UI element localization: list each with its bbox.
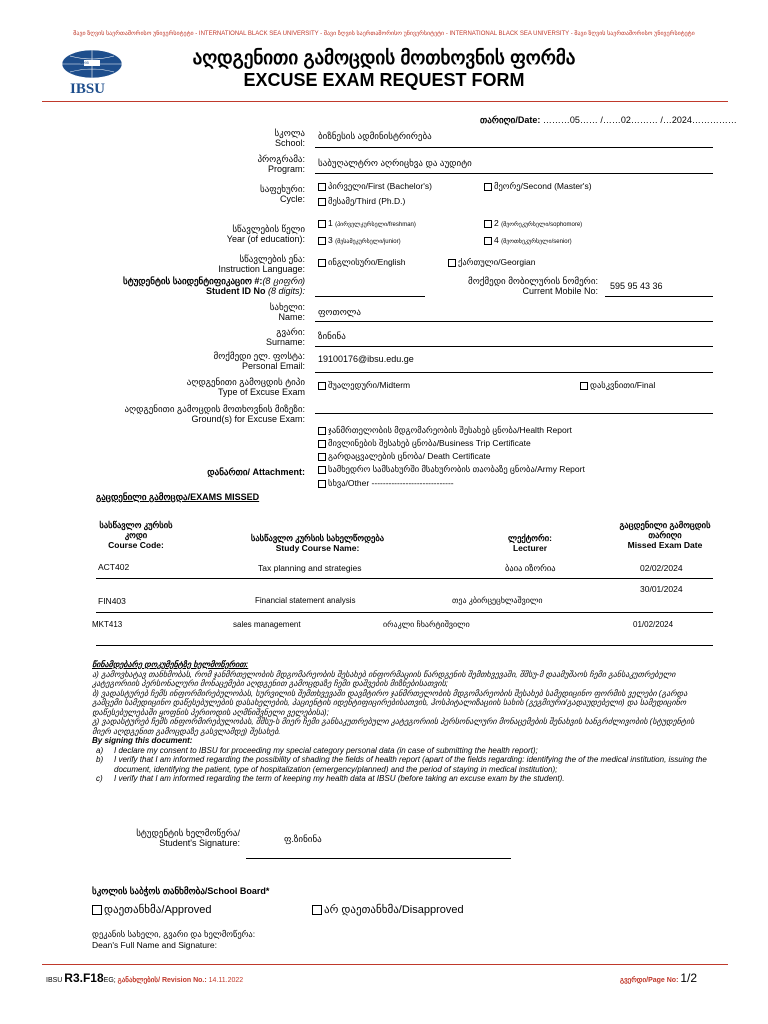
grounds-label: აღდგენითი გამოცდის მოთხოვნის მიზეზი: Ground(s) for Excuse Exam: — [124, 404, 305, 424]
row1-divider — [96, 578, 713, 579]
row1-date: 02/02/2024 — [640, 563, 683, 573]
attachment-business-checkbox[interactable]: მივლინების შესახებ ცნობა/Business Trip Certificate — [318, 438, 531, 449]
program-underline — [315, 173, 713, 174]
consent-item-ka-a: ა) გამოვხატავ თანხმობას, რომ ჯანმრთელობის მდგომარეობის შესახებ ინფორმაციის წარდგენის შემთხვევაში, შშსუ-მ დაამუშაოს ჩემი განსაკუთრებული კატეგორიის პერსონალური მონაცემები აღდგენით გამოცდაზე ჩემი დაშვების მიზნებისათვის; — [92, 669, 676, 688]
col-lecturer: ლექტორი: Lecturer — [508, 533, 552, 553]
surname-label: გვარი: Surname: — [265, 327, 305, 347]
row3-divider — [96, 645, 713, 646]
school-label: სკოლა School: — [274, 128, 305, 148]
grounds-underline — [315, 413, 713, 414]
language-english-checkbox[interactable]: ინგლისური/English — [318, 257, 406, 268]
row2-lecturer: თეა კბირცეცხლაშვილი — [452, 596, 543, 605]
consent-item-ka-c: გ) ვადასტურებ ჩემს ინფორმირებულობას, შშსუ-ს მიერ ჩემი განსაკუთრებული კატეგორიის პერსონალური მონაცემების შენახვის ხანგრძლივობის (სტუდენტის მიერ აღდგენით გამოცდაზე გასვლამდე) შესახებ. — [92, 717, 695, 736]
approved-checkbox[interactable]: დაეთანხმა/Approved — [92, 903, 212, 916]
language-georgian-checkbox[interactable]: ქართული/Georgian — [448, 257, 535, 268]
consent-item-ka-b: ბ) ვადასტურებ ჩემს ინფორმირებულობას, სურვილის შემთხვევაში დავმტირო ჯანმრთელობის მდგომარეობის შესახებ სამედიცინო ფორმის ველები (გარდა გამცემი სამედიცინო დაწესებულების დასახელების, პაციენტის იდენტიფიცირებისათვის, ჰოსპიტალიზაციის სახის (გეგმიური/გადაუდებელი) და სამედიცინო დაწესებულებაში ყოფნის პერიოდის აღმნიშვნელი ველებისა); — [92, 688, 688, 717]
footer-code: IBSU R3.F18EG; განახლების/ Revision No.: 14.11.2022 — [46, 971, 244, 985]
col-course-code: სასწავლო კურსის კოდი Course Code: — [99, 520, 173, 550]
logo-text: IBSU — [70, 81, 106, 97]
language-label: სწავლების ენა: Instruction Language: — [218, 254, 305, 274]
attachment-death-checkbox[interactable]: გარდაცვალების ცნობა/ Death Certificate — [318, 451, 491, 462]
form-title-ka: აღდგენითი გამოცდის მოთხოვნის ფორმა — [192, 48, 576, 69]
date-value: ………05…… /……02……… /…2024…………… — [542, 115, 737, 125]
year-label: სწავლების წელი Year (of education): — [226, 224, 305, 244]
row1-code: ACT402 — [98, 562, 130, 572]
name-value[interactable]: ფოთოლა — [318, 307, 361, 317]
row2-code: FIN403 — [98, 596, 126, 606]
consent-item-en-a: a) I declare my consent to IBSU for proceeding my special category personal data (in case of submitting the health report); — [96, 745, 538, 755]
year-1-checkbox[interactable]: 1 (პირველკურსელი/freshman) — [318, 218, 416, 228]
footer-page: გვერდი/Page No: 1/2 — [620, 971, 698, 985]
exam-midterm-checkbox[interactable]: შუალედური/Midterm — [318, 380, 410, 391]
exam-final-checkbox[interactable]: დასკვნითი/Final — [580, 380, 655, 391]
row3-lecturer: ირაკლი ჩხარტიშვილი — [383, 620, 470, 629]
signature-underline — [246, 858, 511, 859]
mobile-value[interactable]: 595 95 43 36 — [610, 281, 663, 291]
row3-name: sales management — [233, 620, 301, 629]
student-id-underline — [315, 296, 425, 297]
row3-date: 01/02/2024 — [633, 620, 674, 629]
dean-signature-label: დეკანის სახელი, გვარი და ხელმოწერა: Dean's Full Name and Signature: — [92, 929, 256, 950]
logo-year: 1995 — [80, 60, 89, 65]
email-label: მოქმედი ელ. ფოსტა: Personal Email: — [213, 351, 305, 371]
email-value[interactable]: 19100176@ibsu.edu.ge — [318, 354, 414, 364]
consent-item-en-b: b) I verify that I am informed regarding the possibility of shading the fields of health report (apart of the fields regarding: identifying the of the medical institution, issuing the document, identifying the patient, type of hospitalization (emergency/planned) and the period of staying in medical institution); — [96, 755, 707, 774]
attachment-health-checkbox[interactable]: ჯანმრთელობის მდგომარეობის შესახებ ცნობა/Health Report — [318, 425, 572, 436]
name-label: სახელი: Name: — [269, 302, 305, 322]
row2-name: Financial statement analysis — [255, 596, 356, 605]
attachment-army-checkbox[interactable]: სამხედრო სამსახურში მსახურობის თაობაზე ცნობა/Army Report — [318, 464, 585, 475]
row2-divider — [96, 612, 713, 613]
header-divider — [42, 101, 728, 102]
consent-heading-ka: წინამდებარე დოკუმენტზე ხელმოწერით: — [92, 660, 249, 669]
attachment-label: დანართი/ Attachment: — [207, 467, 305, 477]
date-row — [480, 115, 737, 126]
cycle-first-checkbox[interactable]: პირველი/First (Bachelor's) — [318, 181, 432, 192]
cycle-third-checkbox[interactable]: მესამე/Third (Ph.D.) — [318, 196, 405, 207]
name-underline — [315, 321, 713, 322]
signature-value[interactable]: ფ.ზინინა — [284, 834, 322, 844]
cycle-label: საფეხური: Cycle: — [260, 184, 305, 204]
row3-code: MKT413 — [92, 620, 123, 629]
program-value[interactable]: საბუღალტრო აღრიცხვა და აუდიტი — [318, 158, 472, 168]
year-3-checkbox[interactable]: 3 (მესამეკურსელი/junior) — [318, 235, 401, 245]
surname-underline — [315, 346, 713, 347]
row2-date: 30/01/2024 — [640, 584, 683, 594]
school-board-heading: სკოლის საბჭოს თანხმობა/School Board* — [92, 886, 270, 896]
cycle-second-checkbox[interactable]: მეორე/Second (Master's) — [484, 181, 592, 192]
surname-value[interactable]: ზინინა — [318, 331, 346, 341]
col-missed-date: გაცდენილი გამოცდის თარიღი Missed Exam Date — [619, 520, 711, 550]
school-underline — [315, 147, 713, 148]
header-topline: შავი ზღვის საერთაშორისო უნივერსიტეტი - INTERNATIONAL BLACK SEA UNIVERSITY - შავი ზღვის საერთაშორისო უნივერსიტეტი - INTERNATIONAL BLACK SEA UNIVERSITY - შავი ზღვის საერთაშორისო უნივერსიტეტი — [73, 31, 695, 37]
mobile-label: მოქმედი მობილურის ნომერი: Current Mobile No: — [468, 276, 598, 296]
school-value[interactable]: ბიზნესის ადმინისტრირება — [318, 131, 432, 141]
email-underline — [315, 372, 713, 373]
col-course-name: სასწავლო კურსის სახელწოდება Study Course Name: — [250, 533, 385, 553]
exams-missed-heading: გაცდენილი გამოცდა/EXAMS MISSED — [96, 492, 260, 502]
row1-lecturer: ბაია იზორია — [505, 563, 556, 573]
year-2-checkbox[interactable]: 2 (მეორეკურსელი/sophomore) — [484, 218, 582, 228]
year-4-checkbox[interactable]: 4 (მეოთხეკურსელი/senior) — [484, 235, 572, 245]
program-label: პროგრამა: Program: — [257, 154, 305, 174]
mobile-underline — [605, 296, 713, 297]
exam-type-label: აღდგენითი გამოცდის ტიპი Type of Excuse Exam — [186, 377, 305, 397]
disapproved-checkbox[interactable]: არ დაეთანხმა/Disapproved — [312, 903, 464, 916]
consent-block — [92, 660, 712, 784]
consent-heading-en: By signing this document: — [92, 736, 193, 745]
attachment-other-checkbox[interactable]: სხვა/Other ----------------------------- — [318, 478, 454, 489]
footer-divider — [42, 964, 728, 965]
signature-label: სტუდენტის ხელმოწერა/ Student's Signature: — [136, 828, 240, 848]
student-id-label: სტუდენტის საიდენტიფიკაციო #:(8 ციფრი) Student ID No (8 digits): — [123, 276, 305, 296]
date-label: თარიღი/Date: — [480, 115, 541, 125]
row1-name: Tax planning and strategies — [258, 563, 362, 573]
form-title-en: EXCUSE EXAM REQUEST FORM — [243, 70, 525, 90]
consent-item-en-c: c) I verify that I am informed regarding the term of keeping my health data at IBSU (before taking an excuse exam by the student). — [96, 774, 565, 783]
